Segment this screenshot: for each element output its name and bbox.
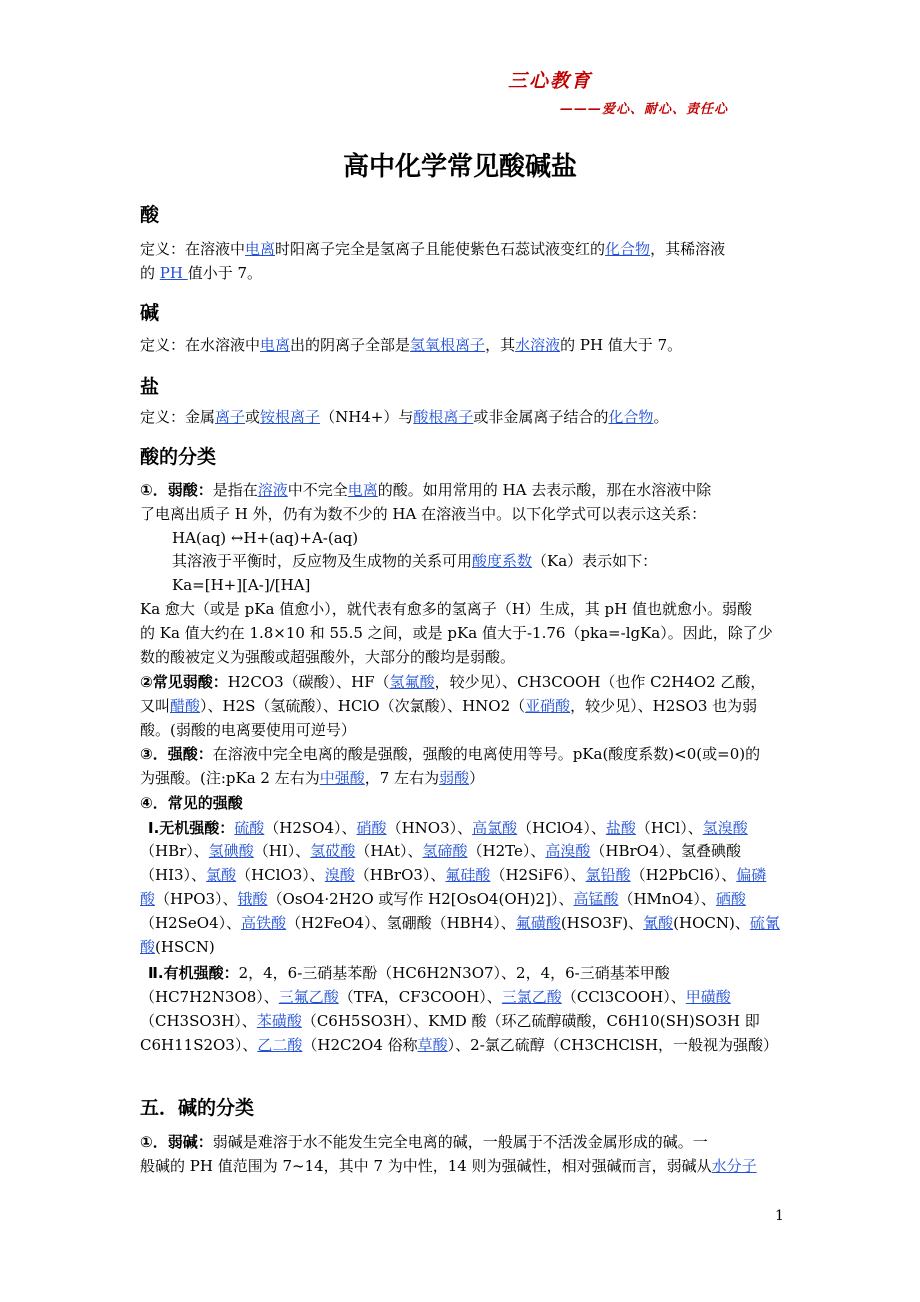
link-medium-strong-acid[interactable]: 中强酸 [319,769,365,787]
link-acetic-acid[interactable]: 醋酸 [170,697,201,715]
link-hydrotelluric-acid[interactable]: 氢碲酸 [422,842,468,860]
weak-base-line-2: 般碱的 PH 值范围为 7~14，其中 7 为中性，14 则为强碱性，相对强碱而言，弱碱从水分子 [140,1157,757,1175]
link-fluorosilicic-acid[interactable]: 氟硅酸 [445,866,491,884]
link-compound-2[interactable]: 化合物 [608,408,654,426]
inorganic-acid-line-5: （H2SeO4）、高铁酸（H2FeO4）、氢硼酸（HBH4）、氟磺酸(HSO3F)、氰酸(HOCN)、硫氰 [140,914,780,932]
link-ion[interactable]: 离子 [215,408,246,426]
link-nitrous-acid[interactable]: 亚硝酸 [525,697,571,715]
acid-definition-line-2: 的 PH 值小于 7。 [140,264,263,282]
link-ammonium-ion[interactable]: 铵根离子 [260,408,321,426]
link-metaphosphoric-acid[interactable]: 偏磷 [736,866,767,884]
link-fluorosulfonic-acid[interactable]: 氟磺酸 [515,914,561,932]
weak-acid-paragraph-1: Ka 愈大（或是 pKa 值愈小），就代表有愈多的氢离子（H）生成，其 pH 值也就愈小。弱酸 [140,600,753,618]
weak-acid-line-2: 了电离出质子 H 外，仍有为数不少的 HA 在溶液当中。以下化学式可以表示这关系： [140,505,707,523]
common-weak-acid-line-3: 酸。(弱酸的电离要使用可逆号） [140,721,356,739]
heading-acid-classification: 酸的分类 [140,446,217,468]
heading-salt: 盐 [140,376,160,398]
brand-slogan: ———爱心、耐心、责任心 [560,102,729,117]
link-chloroplumbic-acid[interactable]: 氯铅酸 [585,866,631,884]
link-hydrobromic-acid[interactable]: 氢溴酸 [702,819,748,837]
link-hydrofluoric-acid[interactable]: 氢氟酸 [389,673,435,691]
base-definition: 定义：在水溶液中电离出的阴离子全部是氢氧根离子，其水溶液的 PH 值大于 7。 [140,336,683,354]
link-ionization[interactable]: 电离 [245,240,276,258]
link-perbromic-acid[interactable]: 高溴酸 [545,842,591,860]
organic-acid-line-2: （HC7H2N3O8）、三氟乙酸（TFA，CF3COOH）、三氯乙酸（CCl3COOH）、甲磺酸 [140,988,731,1006]
link-nitric-acid[interactable]: 硝酸 [356,819,387,837]
weak-acid-paragraph-3: 数的酸被定义为强酸或超强酸外，大部分的酸均是弱酸。 [140,648,516,666]
acid-definition-line-1: 定义：在溶液中电离时阳离子完全是氢离子且能使紫色石蕊试液变红的化合物，其稀溶液 [140,240,726,258]
weak-acid-paragraph-2: 的 Ka 值大约在 1.8×10 和 55.5 之间，或是 pKa 值大于-1.76（pka=-lgKa）。因此，除了少 [140,624,773,642]
link-metaphosphoric-acid-cont[interactable]: 酸 [140,890,156,908]
link-compound[interactable]: 化合物 [605,240,651,258]
link-thiocyanic-acid-cont[interactable]: 酸 [140,938,156,956]
equation-ka: Ka=[H+][A-]/[HA] [172,576,311,594]
page-title: 高中化学常见酸碱盐 [342,152,577,182]
common-strong-acid-heading: ④．常见的强酸 [140,794,243,812]
link-water-molecule[interactable]: 水分子 [711,1157,757,1175]
salt-definition: 定义：金属离子或铵根离子（NH4+）与酸根离子或非金属离子结合的化合物。 [140,408,669,426]
strong-acid-line-1: ③．强酸：在溶液中完全电离的酸是强酸，强酸的电离使用等号。pKa(酸度系数)<0(或=0)的 [140,745,761,763]
link-hydrochloric-acid[interactable]: 盐酸 [605,819,636,837]
link-chloric-acid[interactable]: 氯酸 [206,866,237,884]
link-ionization-3[interactable]: 电离 [347,481,378,499]
equation-description: 其溶液于平衡时，反应物及生成物的关系可用酸度系数（Ka）表示如下： [172,552,658,570]
inorganic-acid-line-4: 酸（HPO3）、锇酸（OsO4·2H2O 或写作 H2[OsO4(OH)2]）、高锰酸（HMnO4）、硒酸 [140,890,746,908]
organic-acid-line-4: C6H11S2O3）、乙二酸（H2C2O4 俗称草酸）、2-氯乙硫醇（CH3CHClSH，一般视为强酸） [140,1036,779,1054]
link-oxalic-acid[interactable]: 草酸 [417,1036,448,1054]
link-trifluoroacetic-acid[interactable]: 三氟乙酸 [278,988,339,1006]
common-weak-acid-line-1: ②常见弱酸：H2CO3（碳酸）、HF（氢氟酸，较少见）、CH3COOH（也作 C2H4O2 乙酸， [140,673,766,691]
heading-base-classification: 五．碱的分类 [140,1097,255,1119]
inorganic-acid-line-1: Ⅰ.无机强酸：硫酸（H2SO4）、硝酸（HNO3）、高氯酸（HClO4）、盐酸（HCl）、氢溴酸 [148,819,748,837]
inorganic-acid-line-6: 酸(HSCN) [140,938,215,956]
link-cyanic-acid[interactable]: 氰酸 [643,914,674,932]
link-permanganic-acid[interactable]: 高锰酸 [573,890,619,908]
inorganic-acid-line-2: （HBr）、氢碘酸（HI）、氢砹酸（HAt）、氢碲酸（H2Te）、高溴酸（HBrO4）、氢叠碘酸 [140,842,742,860]
common-weak-acid-line-2: 又叫醋酸）、H2S（氢硫酸）、HClO（次氯酸）、HNO2（亚硝酸，较少见）、H2SO3 也为弱 [140,697,758,715]
link-osmic-acid[interactable]: 锇酸 [237,890,268,908]
strong-acid-line-2: 为强酸。(注:pKa 2 左右为中强酸，7 左右为弱酸） [140,769,485,787]
link-ferric-acid[interactable]: 高铁酸 [241,914,287,932]
heading-acid: 酸 [140,204,160,226]
link-hydroiodic-acid[interactable]: 氢碘酸 [208,842,254,860]
link-hydroxide-ion[interactable]: 氢氧根离子 [410,336,486,354]
link-ph[interactable]: PH [159,264,188,282]
link-benzenesulfonic-acid[interactable]: 苯磺酸 [256,1012,302,1030]
link-trichloroacetic-acid[interactable]: 三氯乙酸 [501,988,562,1006]
heading-base: 碱 [140,302,160,324]
link-hydroastatic-acid[interactable]: 氢砹酸 [310,842,356,860]
link-selenic-acid[interactable]: 硒酸 [715,890,746,908]
link-acid-radical-ion[interactable]: 酸根离子 [413,408,474,426]
inorganic-acid-line-3: （HI3）、氯酸（HClO3）、溴酸（HBrO3）、氟硅酸（H2SiF6）、氯铅酸（H2PbCl6）、偏磷 [140,866,767,884]
link-thiocyanic-acid[interactable]: 硫氰 [749,914,780,932]
page-number: 1 [775,1208,784,1224]
brand-name: 三心教育 [508,70,593,92]
link-acidity-constant[interactable]: 酸度系数 [472,552,533,570]
link-ethanedioic-acid[interactable]: 乙二酸 [257,1036,303,1054]
link-methanesulfonic-acid[interactable]: 甲磺酸 [685,988,731,1006]
link-aqueous-solution[interactable]: 水溶液 [515,336,561,354]
equation-ionization: HA(aq) ↔H+(aq)+A-(aq) [172,529,359,547]
link-perchloric-acid[interactable]: 高氯酸 [472,819,518,837]
organic-acid-line-3: （CH3SO3H）、苯磺酸（C6H5SO3H）、KMD 酸（环乙硫醇磺酸，C6H10(SH)SO3H 即 [140,1012,760,1030]
link-weak-acid[interactable]: 弱酸 [439,769,470,787]
link-solution[interactable]: 溶液 [257,481,288,499]
link-bromic-acid[interactable]: 溴酸 [324,866,355,884]
link-sulfuric-acid[interactable]: 硫酸 [234,819,265,837]
weak-base-line-1: ①．弱碱：弱碱是难溶于水不能发生完全电离的碱，一般属于不活泼金属形成的碱。一 [140,1133,708,1151]
weak-acid-line-1: ①．弱酸：是指在溶液中不完全电离的酸。如用常用的 HA 去表示酸，那在水溶液中除 [140,481,712,499]
organic-acid-line-1: Ⅱ.有机强酸：2，4，6-三硝基苯酚（HC6H2N3O7）、2，4，6-三硝基苯甲酸 [148,964,670,982]
link-ionization-2[interactable]: 电离 [260,336,291,354]
